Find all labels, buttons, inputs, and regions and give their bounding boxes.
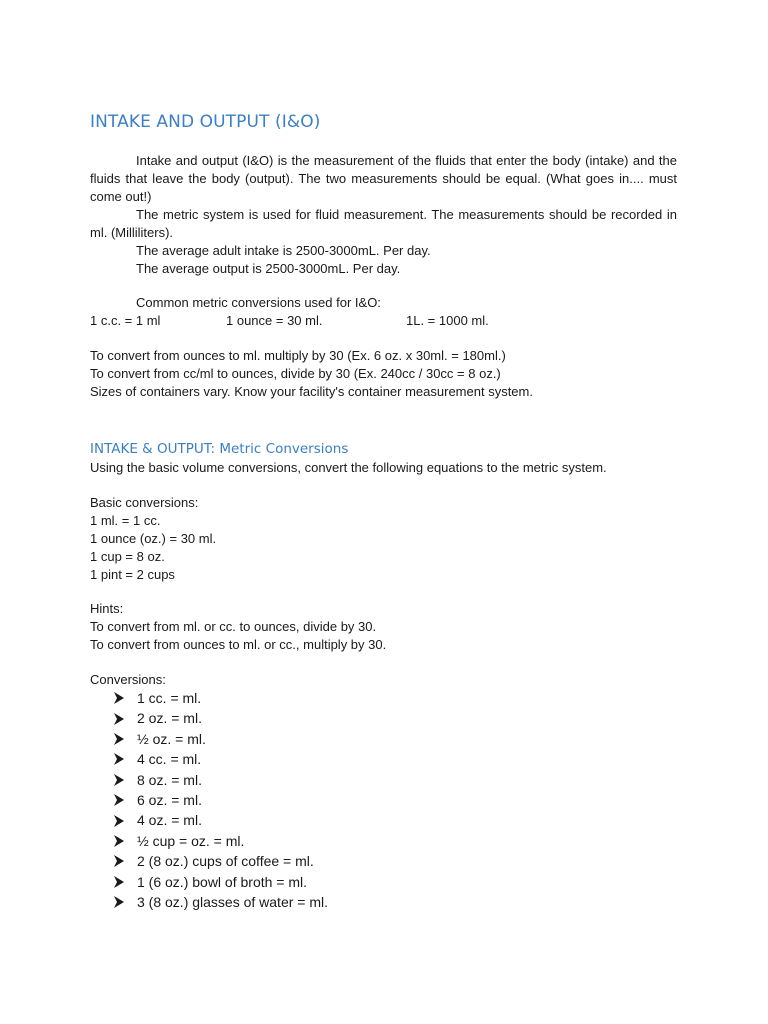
list-item (112, 851, 328, 871)
common-conversion-item: 1 c.c. = 1 ml (90, 313, 161, 328)
arrow-bullet-icon (114, 815, 124, 827)
convert-note: To convert from ounces to ml. multiply by 30 (Ex. 6 oz. x 30ml. = 180ml.) (90, 348, 506, 363)
list-item (112, 872, 328, 892)
metric-paragraph: The metric system is used for fluid measurement. The measurements should be recorded in ml. (Milliliters). (90, 207, 677, 240)
conversion-item-text: 1 cc. = ml. (137, 690, 202, 706)
section-title: INTAKE & OUTPUT: Metric Conversions (90, 441, 349, 457)
conversion-item-text: ½ oz. = ml. (137, 730, 206, 747)
intake-average: The average adult intake is 2500-3000mL. Per day. (136, 243, 431, 258)
arrow-bullet-icon (114, 876, 124, 888)
basic-conversion-item: 1 ml. = 1 cc. (90, 513, 161, 528)
page-title: INTAKE AND OUTPUT (I&O) (90, 112, 321, 132)
intro-paragraph: Intake and output (I&O) is the measurement of the fluids that enter the body (intake) and the fluids that leave the body (output). The two measurements should be equal. (What goes in.... must come out!) (90, 153, 677, 204)
arrow-bullet-icon (114, 692, 124, 704)
basic-conversion-item: 1 pint = 2 cups (90, 567, 175, 582)
arrow-bullet-icon (114, 896, 124, 908)
conversions-heading: Conversions: (90, 672, 166, 687)
conversion-item-text: 4 cc. = ml. (137, 751, 202, 768)
list-item (112, 810, 328, 830)
convert-note: Sizes of containers vary. Know your facility's container measurement system. (90, 384, 533, 399)
conversion-item-text: 2 (8 oz.) cups of coffee = ml. (137, 853, 314, 870)
conversion-item-text: ½ cup = oz. = ml. (137, 832, 245, 849)
basic-conversions-heading: Basic conversions: (90, 495, 199, 510)
arrow-bullet-icon (114, 774, 124, 786)
basic-conversion-item: 1 ounce (oz.) = 30 ml. (90, 531, 217, 546)
arrow-bullet-icon (114, 855, 124, 867)
conversion-item-text: 4 oz. = ml. (137, 812, 202, 829)
hint-item: To convert from ounces to ml. or cc., multiply by 30. (90, 637, 387, 652)
arrow-bullet-icon (114, 835, 124, 847)
arrow-bullet-icon (114, 713, 124, 725)
basic-conversion-item: 1 cup = 8 oz. (90, 549, 165, 564)
list-item (112, 749, 328, 769)
conversion-exercise-list (112, 688, 328, 912)
list-item (112, 708, 328, 728)
list-item (112, 688, 328, 708)
list-item (112, 770, 328, 790)
section-instruction: Using the basic volume conversions, convert the following equations to the metric system. (90, 460, 607, 475)
conversion-item-text: 2 oz. = ml. (137, 710, 202, 727)
hint-item: To convert from ml. or cc. to ounces, divide by 30. (90, 619, 377, 634)
conversion-item-text: 8 oz. = ml. (137, 771, 202, 788)
conversion-item-text: 1 (6 oz.) bowl of broth = ml. (137, 873, 308, 890)
hints-heading: Hints: (90, 601, 124, 616)
common-conversions-heading: Common metric conversions used for I&O: (136, 295, 381, 310)
list-item (112, 790, 328, 810)
common-conversion-item: 1L. = 1000 ml. (406, 313, 489, 328)
convert-note: To convert from cc/ml to ounces, divide by 30 (Ex. 240cc / 30cc = 8 oz.) (90, 366, 501, 381)
output-average: The average output is 2500-3000mL. Per day. (136, 261, 401, 276)
arrow-bullet-icon (114, 753, 124, 765)
arrow-bullet-icon (114, 794, 124, 806)
arrow-bullet-icon (114, 733, 124, 745)
list-item (112, 831, 328, 851)
list-item (112, 892, 328, 912)
list-item (112, 729, 328, 749)
conversion-item-text: 6 oz. = ml. (137, 791, 202, 808)
common-conversion-item: 1 ounce = 30 ml. (226, 313, 323, 328)
conversion-item-text: 3 (8 oz.) glasses of water = ml. (137, 893, 329, 910)
